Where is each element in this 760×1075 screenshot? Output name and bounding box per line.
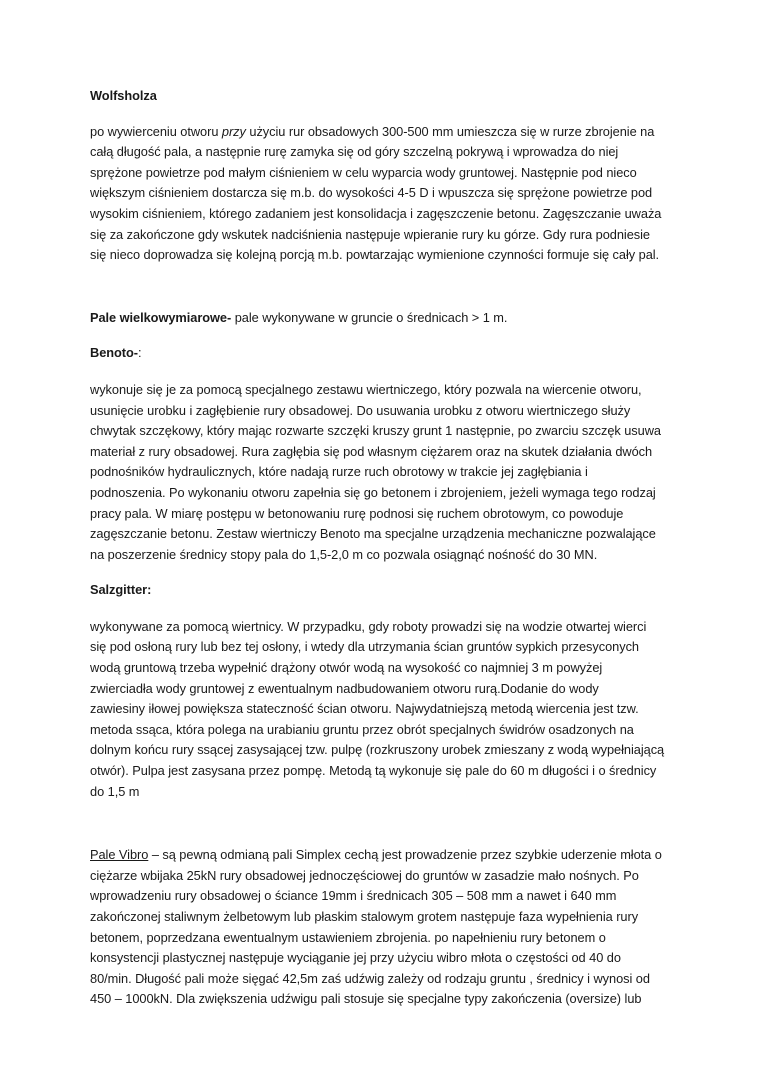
document-page bbox=[90, 86, 680, 1010]
paragraph-line: wodą gruntową trzeba wypełnić drążony otwór wodą na wysokość co najmniej 3 m powyżej bbox=[90, 660, 603, 676]
paragraph-line: całą długość pala, a następnie rurę zamyka się od góry szczelną pokrywą i wprowadza do niej bbox=[90, 144, 619, 160]
large-piles-term: Pale wielkowymiarowe- bbox=[90, 309, 232, 325]
paragraph-line: Pale Vibro – są pewną odmianą pali Simplex cechą jest prowadzenie przez szybkie uderzenie młota o bbox=[90, 847, 662, 863]
paragraph-line: pracy pala. W miarę postępu w betonowaniu rurę podnosi się ruchem obrotowym, co powoduje bbox=[90, 505, 624, 521]
vibro-term: Pale Vibro bbox=[90, 847, 149, 863]
paragraph-line: do 1,5 m bbox=[90, 783, 140, 799]
paragraph-line: metoda ssąca, która polega na urabianiu gruntu przez obrót specjalnych świdrów osadzonych na bbox=[90, 721, 634, 737]
paragraph-line: się za zakończone gdy wskutek nadciśnienia następuje wpieranie rury ku górze. Gdy rura podniesie bbox=[90, 226, 651, 242]
paragraph-line: konsystencji plastycznej następuje wyciąganie jej przy użyciu wibro młota o częstości od 40 do bbox=[90, 950, 621, 966]
paragraph-line: się pod osłoną rury lub bez tej osłony, i wtedy dla utrzymania ścian gruntów sypkich przesyconych bbox=[90, 639, 640, 655]
paragraph-line: na poszerzenie średnicy stopy pala do 1,5-2,0 m co pozwala osiągnąć nośność do 30 MN. bbox=[90, 546, 598, 562]
paragraph-line: dolnym końcu rury ssącej zasysającej tzw. pulpę (rozkruszony urobek zmieszany z wodą wypełniającą bbox=[90, 742, 665, 758]
paragraph-line: zakończonej staliwnym żelbetowym lub płaskim stalowym grotem następuje faza wypełnienia rury bbox=[90, 909, 639, 924]
paragraph-line: wprowadzeniu rury obsadowej o ściance 19mm i średnicach 305 – 508 mm a nawet i 640 mm bbox=[90, 888, 617, 904]
paragraph-line: zwierciadła wody gruntowej z ewentualnym nadbudowaniem otworu rurą.Dodanie do wody bbox=[90, 680, 599, 696]
paragraph-vibro bbox=[90, 845, 680, 1010]
paragraph-line: wykonuje się je za pomocą specjalnego zestawu wiertniczego, który pozwala na wiercenie otworu, bbox=[90, 381, 642, 397]
paragraph-line: się nieco doprowadza się kolejną porcją m.b. powtarzając wymienione czynności formuje się cały pal. bbox=[90, 247, 660, 263]
paragraph-line: po wywierceniu otworu przy użyciu rur obsadowych 300-500 mm umieszcza się w rurze zbrojenie na bbox=[90, 123, 655, 139]
paragraph-line: 80/min. Długość pali może sięgać 42,5m zaś udźwig zależy od rodzaju gruntu , średnicy i wynosi od bbox=[90, 970, 650, 986]
heading-benoto: Benoto-: bbox=[90, 345, 142, 361]
paragraph-line: usunięcie urobku i zagłębienie rury obsadowej. Do usuwania urobku z otworu wiertniczego służy bbox=[90, 402, 631, 418]
paragraph-line: większym ciśnieniem dostarcza się m.b. do wysokości 4-5 D i wpuszcza się sprężone powietrze pod bbox=[90, 185, 653, 201]
paragraph-line: materiał z rury obsadowej. Rura zagłębia się pod własnym ciężarem oraz na skutek działania dwóch bbox=[90, 443, 653, 459]
paragraph-line: ciężarze wbijaka 25kN rury obsadowej jednoczęściowej do gruntów w zasadzie mało nośnych. Po bbox=[90, 867, 639, 883]
heading-salzgitter: Salzgitter: bbox=[90, 582, 152, 598]
paragraph-line: wysokim ciśnieniem, którego zadaniem jest konsolidacja i zagęszczenie betonu. Zagęszczanie uważa bbox=[90, 205, 662, 221]
paragraph-line: betonem, poprzedzana ewentualnym ustawieniem zbrojenia. po napełnieniu rury betonem o bbox=[90, 929, 606, 945]
paragraph-benoto bbox=[90, 380, 680, 565]
paragraph-line: zawiesiny iłowej powiększa stateczność ścian otworu. Najwydatniejszą metodą wiercenia jest tzw. bbox=[90, 701, 639, 717]
paragraph-line: 450 – 1000kN. Dla zwiększenia udźwigu pali stosuje się specjalne typy zakończenia (oversize) lub bbox=[90, 991, 642, 1007]
paragraph-line: podnoszenia. Po wykonaniu otworu zapełnia się go betonem i zbrojeniem, jeżeli wymaga tego rodzaj bbox=[90, 484, 656, 500]
large-piles-definition bbox=[90, 308, 680, 329]
heading-wolfsholz: Wolfsholza bbox=[90, 88, 157, 103]
paragraph-wolfsholz bbox=[90, 122, 680, 266]
paragraph-salzgitter bbox=[90, 617, 680, 802]
paragraph-line: sprężone powietrze pod małym ciśnieniem w celu wyparcia wody gruntowej. Następnie pod nieco bbox=[90, 164, 637, 180]
paragraph-line: podnośników hydraulicznych, które nadają rurze ruch obrotowy w trakcie jej zagłębiania i bbox=[90, 464, 588, 480]
paragraph-line: chwytak szczękowy, który mając rozwarte szczęki kruszy grunt 1 następnie, po zwarciu szczęk usuwa bbox=[90, 423, 661, 439]
paragraph-line: wykonywane za pomocą wiertnicy. W przypadku, gdy roboty prowadzi się na wodzie otwartej wierci bbox=[90, 618, 647, 634]
paragraph-line: zagęszczanie betonu. Zestaw wiertniczy Benoto ma specjalne urządzenia mechaniczne pozwalające bbox=[90, 526, 656, 542]
large-piles-text: pale wykonywane w gruncie o średnicach > 1 m. bbox=[231, 309, 508, 325]
paragraph-line: otwór). Pulpa jest zasysana przez pompę. Metodą tą wykonuje się pale do 60 m długości i o średnicy bbox=[90, 763, 657, 779]
